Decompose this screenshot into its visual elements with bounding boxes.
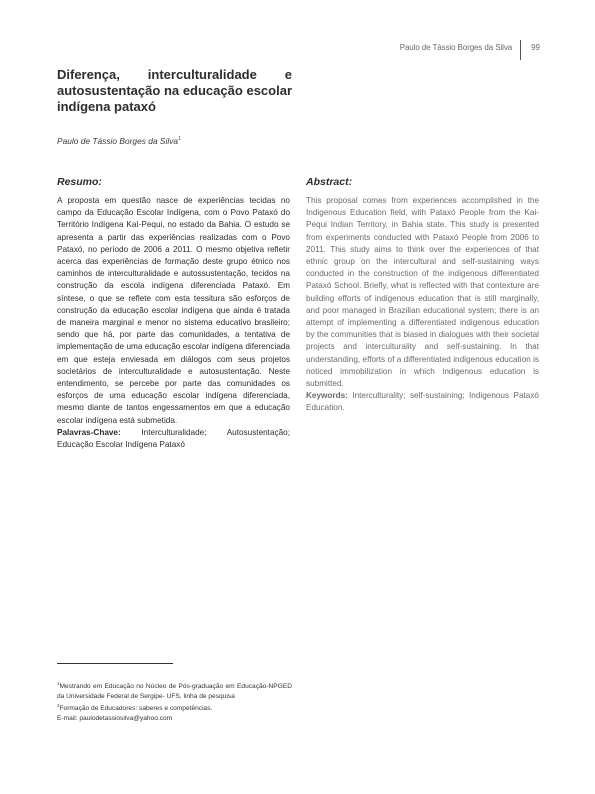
- resumo-keywords: [57, 427, 290, 451]
- abstract-heading: Abstract:: [306, 176, 353, 188]
- running-head: [400, 34, 540, 60]
- resumo-column: [57, 176, 290, 451]
- resumo-text: A proposta em questão nasce de experiências tecidas no campo da Educação Escolar Indígena, com o Povo Pataxó do Território Indígena Kaí-Pequi, no estado da Bahia. O estudo se apresenta a partir das experiências realizadas com o Povo Pataxó, no período de 2006 a 2011. O mesmo objetiva refletir acerca das experiências de formação deste grupo étnico nos caminhos de interculturalidade e autossustentação, tecidos na construção da escola indígena diferenciada Pataxó. Em síntese, o que se reflete com esta tessitura são esforços de construção da educação escolar indígena que ainda é tratada de maneira marginal e menor no sistema educativo brasileiro; sendo que há, por parte das comunidades, a tentativa de implementação de uma educação escolar indígena diferenciada em que esteja enviesada em diálogos com seus projetos societários de interculturalidade e autosustentação. Neste entendimento, se percebe por parte das comunidades os esforços de uma educação escolar indígena diferenciada, mesmo diante de tantos engessamentos em que a educação escolar indígena está submetida.: [57, 196, 290, 425]
- author-name: Paulo de Tássio Borges da Silva: [57, 136, 179, 146]
- footnote-divider: [57, 663, 173, 664]
- resumo-keywords-text: Interculturalidade; Autosustentação; Educação Escolar Indígena Pataxó: [57, 427, 290, 450]
- footnote-email[interactable]: E-mail: paulodetassiosilva@yahoo.com: [57, 714, 173, 722]
- abstract-column: [306, 176, 539, 415]
- footnote-1-mark: 1: [57, 681, 60, 686]
- resumo-heading: Resumo:: [57, 176, 102, 188]
- footnote-1: [57, 679, 292, 701]
- abstract-text: This proposal comes from experiences accomplished in the Indigenous Education field, with Pataxó People from the Kai-Pequi Indian Territory, in Bahia state. This study is presented from experiments conducted with Pataxó People from 2006 to 2011. This study aims to think over the experiences of that ethnic group on the intercultural and self-sustaining ways conducted in the construction of the indigenous differentiated Pataxó School. Briefly, what is reflected with that contexture are building efforts of indigenous education that is still marginally, and poor managed in Brazilian educational system; there is an attempt of implementing a differentiated indigenous education by the communities that is biased in dialogues with their societal projects and interculturality and self-sustaining. In that understanding, efforts of a differentiated indigenous education is noticed immobilization in which indigenous education is submitted.: [306, 196, 539, 389]
- footnote-2-text: Formação de Educadores: saberes e competências.: [59, 705, 213, 713]
- author-footnote-mark: 1: [178, 136, 181, 143]
- page-number: 99: [531, 42, 540, 52]
- abstract-keywords: [306, 390, 539, 414]
- article-title: Diferença, interculturalidade e autosustentação na educação escolar indígena pataxó: [57, 67, 292, 114]
- abstract-keywords-label: Keywords:: [306, 391, 348, 401]
- footnote-2-mark: 2: [57, 703, 60, 708]
- footnote-1-text: Mestrando em Educação no Núcleo de Pós-graduação em Educação-NPGED da Universidade Federal de Sergipe- UFS, linha de pesquisa: [57, 683, 292, 700]
- footnote-2: [57, 701, 292, 714]
- resumo-keywords-label: Palavras-Chave:: [57, 427, 121, 437]
- footnotes: [57, 679, 292, 723]
- running-head-divider: [520, 40, 521, 60]
- running-head-author: Paulo de Tássio Borges da Silva: [399, 42, 513, 52]
- abstract-keywords-text: Interculturality; self-sustaining; Indigenous Pataxó Education.: [306, 391, 539, 413]
- article-author: [57, 136, 181, 146]
